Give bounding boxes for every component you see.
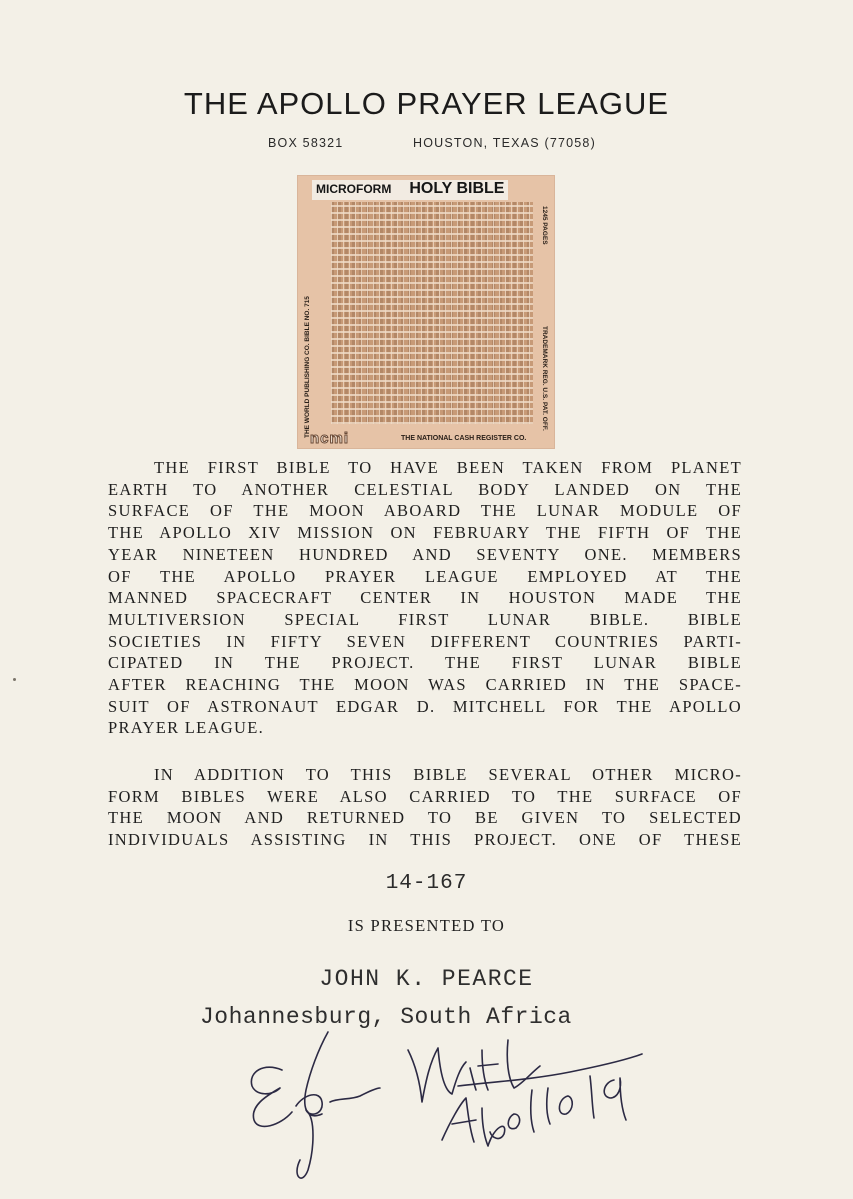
body-paragraph-2: [108, 764, 742, 851]
microform-label-big: HOLY BIBLE: [409, 180, 505, 197]
paragraph-line: SOCIETIES IN FIFTY SEVEN DIFFERENT COUNTRIES PARTI-: [108, 631, 742, 651]
bible-serial-number: 14-167: [385, 872, 468, 895]
microform-label: [312, 180, 508, 200]
paragraph-line: INDIVIDUALS ASSISTING IN THIS PROJECT. ONE OF THESE: [108, 830, 742, 850]
microform-trademark: TRADEMARK REG. U.S. PAT. OFF.: [541, 326, 548, 431]
paragraph-line: OF THE APOLLO PRAYER LEAGUE EMPLOYED AT THE: [108, 566, 742, 586]
paragraph-line: FORM BIBLES WERE ALSO CARRIED TO THE SURFACE OF: [108, 786, 742, 806]
paragraph-line: SURFACE OF THE MOON ABOARD THE LUNAR MODULE OF: [108, 501, 742, 521]
microform-bible-card: [298, 176, 554, 448]
paragraph-line: CIPATED IN THE PROJECT. THE FIRST LUNAR BIBLE: [108, 653, 742, 673]
ncr-logo: ncmi: [310, 430, 350, 447]
paper-speck: [13, 678, 16, 681]
paragraph-line: PRAYER LEAGUE.: [108, 718, 265, 738]
city-state: HOUSTON, TEXAS (77058): [413, 136, 596, 150]
paragraph-line: THE MOON AND RETURNED TO BE GIVEN TO SELECTED: [108, 808, 742, 828]
microform-page-count: 1245 PAGES: [541, 206, 548, 245]
paragraph-line: YEAR NINETEEN HUNDRED AND SEVENTY ONE. MEMBERS: [108, 544, 742, 564]
recipient-name: JOHN K. PEARCE: [319, 966, 534, 992]
paragraph-line: MANNED SPACECRAFT CENTER IN HOUSTON MADE THE: [108, 588, 742, 608]
paragraph-line: EARTH TO ANOTHER CELESTIAL BODY LANDED ON THE: [108, 479, 742, 499]
astronaut-signature: [230, 1010, 660, 1190]
ncr-company-text: THE NATIONAL CASH REGISTER CO.: [401, 435, 527, 442]
po-box: BOX 58321: [268, 136, 344, 150]
microfilm-pages-grid: [331, 202, 533, 424]
paragraph-line: THE APOLLO XIV MISSION ON FEBRUARY THE FIFTH OF THE: [108, 523, 742, 543]
recipient-location: Johannesburg, South Africa: [200, 1004, 572, 1030]
paragraph-line: IN ADDITION TO THIS BIBLE SEVERAL OTHER MICRO-: [154, 765, 742, 784]
paragraph-line: MULTIVERSION SPECIAL FIRST LUNAR BIBLE. BIBLE: [108, 609, 742, 629]
paragraph-line: SUIT OF ASTRONAUT EDGAR D. MITCHELL FOR THE APOLLO: [108, 696, 742, 716]
body-paragraph-1: [108, 457, 742, 739]
page-title: THE APOLLO PRAYER LEAGUE: [183, 86, 670, 121]
paragraph-line: AFTER REACHING THE MOON WAS CARRIED IN THE SPACE-: [108, 675, 742, 695]
paragraph-line: THE FIRST BIBLE TO HAVE BEEN TAKEN FROM PLANET: [154, 458, 742, 477]
microform-label-small: MICROFORM: [316, 182, 392, 196]
microform-side-left-text: THE WORLD PUBLISHING CO. BIBLE NO. 715: [304, 296, 311, 438]
presented-to-label: IS PRESENTED TO: [347, 916, 506, 935]
